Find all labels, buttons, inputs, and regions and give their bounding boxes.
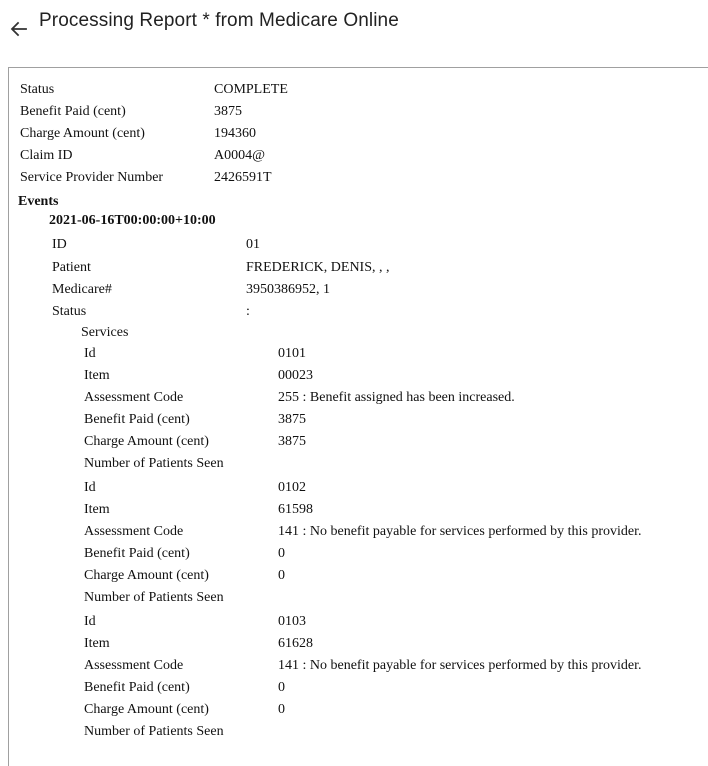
event-medicare-label: Medicare# bbox=[52, 282, 112, 297]
services-heading: Services bbox=[81, 325, 129, 340]
events-heading: Events bbox=[18, 194, 59, 209]
service-patients-label: Number of Patients Seen bbox=[84, 724, 224, 739]
service-patients-label: Number of Patients Seen bbox=[84, 590, 224, 605]
arrow-left-icon[interactable] bbox=[9, 18, 29, 38]
service-assessment-value: 141 : No benefit payable for services performed by this provider. bbox=[278, 658, 642, 673]
service-item-label: Item bbox=[84, 636, 110, 651]
service-id-value: 0101 bbox=[278, 346, 306, 361]
summary-provider-value: 2426591T bbox=[214, 170, 272, 185]
service-item-label: Item bbox=[84, 502, 110, 517]
event-status-label: Status bbox=[52, 304, 87, 319]
service-item-label: Item bbox=[84, 368, 110, 383]
service-charge-value: 3875 bbox=[278, 434, 306, 449]
service-id-value: 0103 bbox=[278, 614, 306, 629]
service-charge-label: Charge Amount (cent) bbox=[84, 702, 209, 717]
service-id-label: Id bbox=[84, 614, 96, 629]
summary-benefit-value: 3875 bbox=[214, 104, 242, 119]
service-assessment-label: Assessment Code bbox=[84, 524, 184, 539]
service-benefit-value: 3875 bbox=[278, 412, 306, 427]
event-status-value: : bbox=[246, 304, 250, 319]
summary-benefit-label: Benefit Paid (cent) bbox=[20, 104, 126, 119]
summary-status-label: Status bbox=[20, 82, 55, 97]
service-item-value: 61628 bbox=[278, 636, 313, 651]
event-patient-value: FREDERICK, DENIS, , , bbox=[246, 260, 390, 275]
report-frame bbox=[8, 67, 708, 766]
service-id-label: Id bbox=[84, 346, 96, 361]
service-benefit-label: Benefit Paid (cent) bbox=[84, 680, 190, 695]
event-id-value: 01 bbox=[246, 237, 260, 252]
event-medicare-value: 3950386952, 1 bbox=[246, 282, 330, 297]
event-date: 2021-06-16T00:00:00+10:00 bbox=[49, 213, 216, 228]
summary-status-value: COMPLETE bbox=[214, 82, 288, 97]
service-assessment-label: Assessment Code bbox=[84, 658, 184, 673]
service-patients-label: Number of Patients Seen bbox=[84, 456, 224, 471]
app-header bbox=[0, 0, 708, 60]
page-title: Processing Report * from Medicare Online bbox=[39, 10, 399, 31]
summary-charge-value: 194360 bbox=[214, 126, 256, 141]
summary-charge-label: Charge Amount (cent) bbox=[20, 126, 145, 141]
service-benefit-value: 0 bbox=[278, 680, 285, 695]
service-item-value: 00023 bbox=[278, 368, 313, 383]
service-assessment-label: Assessment Code bbox=[84, 390, 184, 405]
summary-provider-label: Service Provider Number bbox=[20, 170, 164, 185]
summary-claim-id-label: Claim ID bbox=[20, 148, 73, 163]
service-id-value: 0102 bbox=[278, 480, 306, 495]
service-charge-value: 0 bbox=[278, 702, 285, 717]
event-patient-label: Patient bbox=[52, 260, 91, 275]
service-charge-label: Charge Amount (cent) bbox=[84, 434, 209, 449]
service-charge-label: Charge Amount (cent) bbox=[84, 568, 209, 583]
service-assessment-value: 255 : Benefit assigned has been increased. bbox=[278, 390, 515, 405]
service-benefit-value: 0 bbox=[278, 546, 285, 561]
service-charge-value: 0 bbox=[278, 568, 285, 583]
service-assessment-value: 141 : No benefit payable for services performed by this provider. bbox=[278, 524, 642, 539]
service-item-value: 61598 bbox=[278, 502, 313, 517]
service-benefit-label: Benefit Paid (cent) bbox=[84, 546, 190, 561]
service-id-label: Id bbox=[84, 480, 96, 495]
summary-claim-id-value: A0004@ bbox=[214, 148, 266, 163]
event-id-label: ID bbox=[52, 237, 67, 252]
service-benefit-label: Benefit Paid (cent) bbox=[84, 412, 190, 427]
